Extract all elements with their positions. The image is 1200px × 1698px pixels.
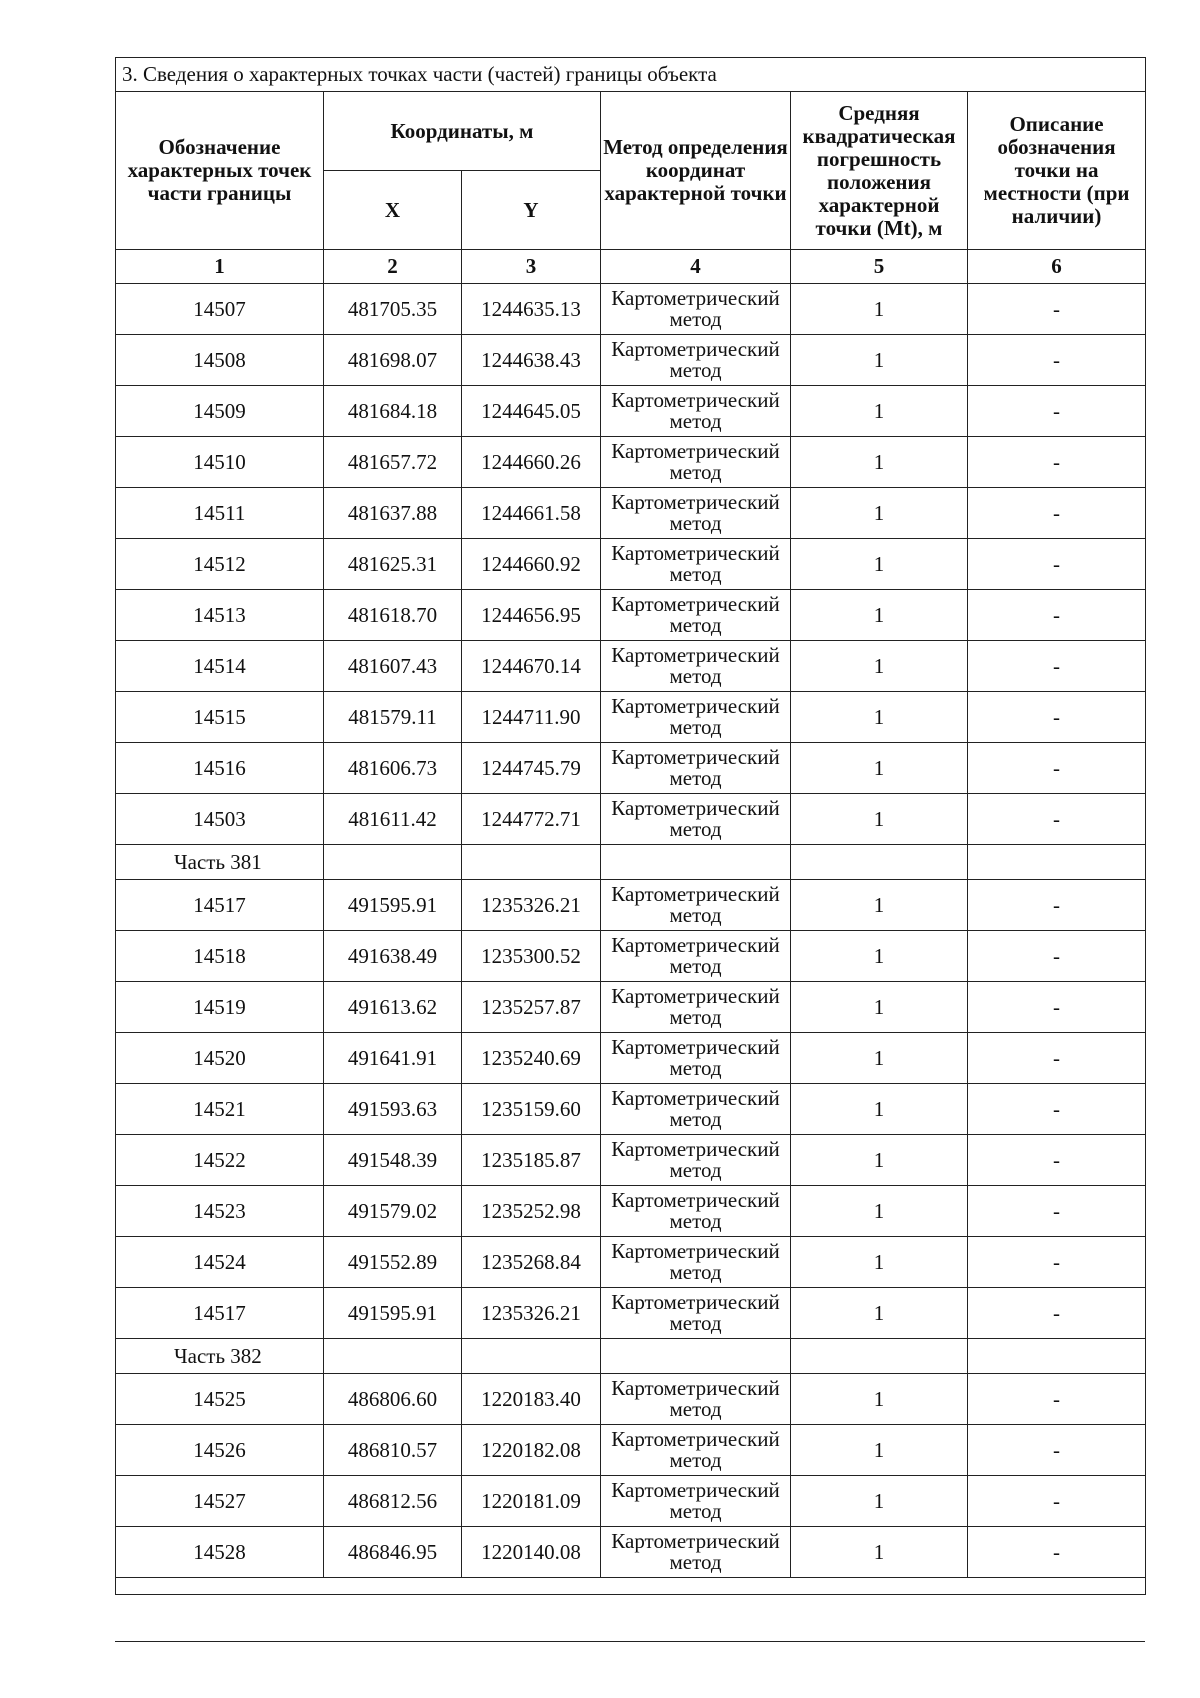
method-cell: Картометрический метод xyxy=(601,1033,791,1084)
column-number: 4 xyxy=(601,250,791,284)
mean-error-cell: 1 xyxy=(791,437,968,488)
table-body xyxy=(116,284,1146,1578)
table-row xyxy=(116,743,1146,794)
method-cell: Картометрический метод xyxy=(601,1476,791,1527)
table-row xyxy=(116,931,1146,982)
mean-error-cell: 1 xyxy=(791,692,968,743)
y-coordinate-cell: 1220182.08 xyxy=(462,1425,601,1476)
mean-error-cell: 1 xyxy=(791,1186,968,1237)
y-coordinate-cell: 1235252.98 xyxy=(462,1186,601,1237)
mean-error-cell: 1 xyxy=(791,1033,968,1084)
table-row xyxy=(116,1425,1146,1476)
point-id-cell: 14514 xyxy=(116,641,324,692)
table-row xyxy=(116,1527,1146,1578)
y-coordinate-cell: 1244745.79 xyxy=(462,743,601,794)
point-id-cell: 14527 xyxy=(116,1476,324,1527)
mean-error-cell: 1 xyxy=(791,335,968,386)
header-method: Метод определения координат характерной точки xyxy=(601,92,791,250)
point-id-cell: 14517 xyxy=(116,1288,324,1339)
y-coordinate-cell: 1244660.26 xyxy=(462,437,601,488)
x-coordinate-cell: 481637.88 xyxy=(324,488,462,539)
x-coordinate-cell: 491641.91 xyxy=(324,1033,462,1084)
table-row xyxy=(116,590,1146,641)
table-row xyxy=(116,1033,1146,1084)
x-coordinate-cell: 481698.07 xyxy=(324,335,462,386)
mean-error-cell: 1 xyxy=(791,743,968,794)
header-row-main xyxy=(116,92,1146,171)
y-coordinate-cell: 1235257.87 xyxy=(462,982,601,1033)
mean-error-cell: 1 xyxy=(791,386,968,437)
table-row xyxy=(116,982,1146,1033)
part-label: Часть 381 xyxy=(116,845,324,880)
mean-error-cell: 1 xyxy=(791,1084,968,1135)
y-coordinate-cell: 1244645.05 xyxy=(462,386,601,437)
y-coordinate-cell: 1235300.52 xyxy=(462,931,601,982)
point-id-cell: 14520 xyxy=(116,1033,324,1084)
x-coordinate-cell: 491552.89 xyxy=(324,1237,462,1288)
empty-cell xyxy=(791,845,968,880)
header-y: Y xyxy=(462,171,601,250)
x-coordinate-cell: 481625.31 xyxy=(324,539,462,590)
point-id-cell: 14508 xyxy=(116,335,324,386)
description-cell: - xyxy=(968,488,1146,539)
y-coordinate-cell: 1235326.21 xyxy=(462,1288,601,1339)
x-coordinate-cell: 491595.91 xyxy=(324,1288,462,1339)
x-coordinate-cell: 481607.43 xyxy=(324,641,462,692)
mean-error-cell: 1 xyxy=(791,1425,968,1476)
mean-error-cell: 1 xyxy=(791,982,968,1033)
header-description: Описание обозначения точки на местности (при наличии) xyxy=(968,92,1146,250)
table-end-row xyxy=(116,1578,1146,1595)
description-cell: - xyxy=(968,590,1146,641)
method-cell: Картометрический метод xyxy=(601,1237,791,1288)
boundary-points-table xyxy=(115,57,1146,1595)
mean-error-cell: 1 xyxy=(791,1476,968,1527)
description-cell: - xyxy=(968,1237,1146,1288)
x-coordinate-cell: 491595.91 xyxy=(324,880,462,931)
point-id-cell: 14524 xyxy=(116,1237,324,1288)
mean-error-cell: 1 xyxy=(791,590,968,641)
y-coordinate-cell: 1220183.40 xyxy=(462,1374,601,1425)
footer-rule xyxy=(115,1641,1145,1642)
point-id-cell: 14522 xyxy=(116,1135,324,1186)
empty-cell xyxy=(968,845,1146,880)
x-coordinate-cell: 481618.70 xyxy=(324,590,462,641)
x-coordinate-cell: 481657.72 xyxy=(324,437,462,488)
point-id-cell: 14512 xyxy=(116,539,324,590)
column-number-row xyxy=(116,250,1146,284)
point-id-cell: 14528 xyxy=(116,1527,324,1578)
table-row xyxy=(116,1237,1146,1288)
column-number: 6 xyxy=(968,250,1146,284)
table-row xyxy=(116,386,1146,437)
point-id-cell: 14517 xyxy=(116,880,324,931)
table-row xyxy=(116,692,1146,743)
mean-error-cell: 1 xyxy=(791,1135,968,1186)
header-point-designation: Обозначение характерных точек части границы xyxy=(116,92,324,250)
y-coordinate-cell: 1235185.87 xyxy=(462,1135,601,1186)
y-coordinate-cell: 1235240.69 xyxy=(462,1033,601,1084)
method-cell: Картометрический метод xyxy=(601,1135,791,1186)
method-cell: Картометрический метод xyxy=(601,539,791,590)
y-coordinate-cell: 1244772.71 xyxy=(462,794,601,845)
description-cell: - xyxy=(968,692,1146,743)
y-coordinate-cell: 1220181.09 xyxy=(462,1476,601,1527)
x-coordinate-cell: 491548.39 xyxy=(324,1135,462,1186)
description-cell: - xyxy=(968,335,1146,386)
empty-cell xyxy=(601,845,791,880)
method-cell: Картометрический метод xyxy=(601,488,791,539)
method-cell: Картометрический метод xyxy=(601,982,791,1033)
description-cell: - xyxy=(968,1033,1146,1084)
point-id-cell: 14515 xyxy=(116,692,324,743)
x-coordinate-cell: 491579.02 xyxy=(324,1186,462,1237)
y-coordinate-cell: 1244635.13 xyxy=(462,284,601,335)
part-header-row xyxy=(116,845,1146,880)
table-row xyxy=(116,1135,1146,1186)
table-row xyxy=(116,1476,1146,1527)
mean-error-cell: 1 xyxy=(791,931,968,982)
point-id-cell: 14503 xyxy=(116,794,324,845)
table-row xyxy=(116,1374,1146,1425)
method-cell: Картометрический метод xyxy=(601,692,791,743)
method-cell: Картометрический метод xyxy=(601,1084,791,1135)
x-coordinate-cell: 481684.18 xyxy=(324,386,462,437)
x-coordinate-cell: 491638.49 xyxy=(324,931,462,982)
header-x: X xyxy=(324,171,462,250)
x-coordinate-cell: 481611.42 xyxy=(324,794,462,845)
mean-error-cell: 1 xyxy=(791,1288,968,1339)
point-id-cell: 14525 xyxy=(116,1374,324,1425)
y-coordinate-cell: 1244660.92 xyxy=(462,539,601,590)
empty-cell xyxy=(791,1339,968,1374)
method-cell: Картометрический метод xyxy=(601,1527,791,1578)
method-cell: Картометрический метод xyxy=(601,1288,791,1339)
description-cell: - xyxy=(968,1425,1146,1476)
x-coordinate-cell: 486846.95 xyxy=(324,1527,462,1578)
table-row xyxy=(116,539,1146,590)
y-coordinate-cell: 1235326.21 xyxy=(462,880,601,931)
description-cell: - xyxy=(968,1084,1146,1135)
y-coordinate-cell: 1244661.58 xyxy=(462,488,601,539)
mean-error-cell: 1 xyxy=(791,641,968,692)
method-cell: Картометрический метод xyxy=(601,590,791,641)
method-cell: Картометрический метод xyxy=(601,437,791,488)
mean-error-cell: 1 xyxy=(791,488,968,539)
description-cell: - xyxy=(968,880,1146,931)
table-row xyxy=(116,880,1146,931)
point-id-cell: 14507 xyxy=(116,284,324,335)
description-cell: - xyxy=(968,437,1146,488)
mean-error-cell: 1 xyxy=(791,880,968,931)
y-coordinate-cell: 1244711.90 xyxy=(462,692,601,743)
method-cell: Картометрический метод xyxy=(601,1186,791,1237)
point-id-cell: 14526 xyxy=(116,1425,324,1476)
y-coordinate-cell: 1244638.43 xyxy=(462,335,601,386)
description-cell: - xyxy=(968,794,1146,845)
empty-cell xyxy=(968,1339,1146,1374)
section-title-row xyxy=(116,58,1146,92)
table-row xyxy=(116,1084,1146,1135)
empty-cell xyxy=(324,1339,462,1374)
column-number: 5 xyxy=(791,250,968,284)
column-number: 2 xyxy=(324,250,462,284)
method-cell: Картометрический метод xyxy=(601,931,791,982)
x-coordinate-cell: 491613.62 xyxy=(324,982,462,1033)
table-row xyxy=(116,1186,1146,1237)
method-cell: Картометрический метод xyxy=(601,743,791,794)
point-id-cell: 14523 xyxy=(116,1186,324,1237)
y-coordinate-cell: 1235268.84 xyxy=(462,1237,601,1288)
mean-error-cell: 1 xyxy=(791,794,968,845)
x-coordinate-cell: 481606.73 xyxy=(324,743,462,794)
method-cell: Картометрический метод xyxy=(601,641,791,692)
method-cell: Картометрический метод xyxy=(601,386,791,437)
table-row xyxy=(116,284,1146,335)
empty-cell xyxy=(324,845,462,880)
description-cell: - xyxy=(968,1527,1146,1578)
mean-error-cell: 1 xyxy=(791,1527,968,1578)
mean-error-cell: 1 xyxy=(791,539,968,590)
description-cell: - xyxy=(968,982,1146,1033)
y-coordinate-cell: 1244656.95 xyxy=(462,590,601,641)
point-id-cell: 14521 xyxy=(116,1084,324,1135)
x-coordinate-cell: 491593.63 xyxy=(324,1084,462,1135)
point-id-cell: 14513 xyxy=(116,590,324,641)
description-cell: - xyxy=(968,386,1146,437)
empty-cell xyxy=(601,1339,791,1374)
table-row xyxy=(116,488,1146,539)
table-end-cell xyxy=(116,1578,1146,1595)
column-number: 3 xyxy=(462,250,601,284)
point-id-cell: 14516 xyxy=(116,743,324,794)
description-cell: - xyxy=(968,1186,1146,1237)
x-coordinate-cell: 481705.35 xyxy=(324,284,462,335)
x-coordinate-cell: 481579.11 xyxy=(324,692,462,743)
table-row xyxy=(116,1288,1146,1339)
description-cell: - xyxy=(968,743,1146,794)
description-cell: - xyxy=(968,1288,1146,1339)
point-id-cell: 14510 xyxy=(116,437,324,488)
empty-cell xyxy=(462,1339,601,1374)
table-row xyxy=(116,794,1146,845)
method-cell: Картометрический метод xyxy=(601,794,791,845)
y-coordinate-cell: 1244670.14 xyxy=(462,641,601,692)
table-row xyxy=(116,437,1146,488)
description-cell: - xyxy=(968,931,1146,982)
point-id-cell: 14518 xyxy=(116,931,324,982)
table-row xyxy=(116,335,1146,386)
x-coordinate-cell: 486812.56 xyxy=(324,1476,462,1527)
method-cell: Картометрический метод xyxy=(601,284,791,335)
x-coordinate-cell: 486806.60 xyxy=(324,1374,462,1425)
method-cell: Картометрический метод xyxy=(601,1425,791,1476)
column-number: 1 xyxy=(116,250,324,284)
table-row xyxy=(116,641,1146,692)
header-coordinates: Координаты, м xyxy=(324,92,601,171)
header-mean-error: Средняя квадратическая погрешность положения характерной точки (Mt), м xyxy=(791,92,968,250)
mean-error-cell: 1 xyxy=(791,1237,968,1288)
point-id-cell: 14509 xyxy=(116,386,324,437)
method-cell: Картометрический метод xyxy=(601,880,791,931)
y-coordinate-cell: 1235159.60 xyxy=(462,1084,601,1135)
description-cell: - xyxy=(968,539,1146,590)
description-cell: - xyxy=(968,641,1146,692)
y-coordinate-cell: 1220140.08 xyxy=(462,1527,601,1578)
document-sheet xyxy=(115,57,1145,1595)
point-id-cell: 14519 xyxy=(116,982,324,1033)
point-id-cell: 14511 xyxy=(116,488,324,539)
description-cell: - xyxy=(968,1135,1146,1186)
description-cell: - xyxy=(968,284,1146,335)
section-title: 3. Сведения о характерных точках части (частей) границы объекта xyxy=(116,58,1146,92)
mean-error-cell: 1 xyxy=(791,1374,968,1425)
part-header-row xyxy=(116,1339,1146,1374)
method-cell: Картометрический метод xyxy=(601,1374,791,1425)
description-cell: - xyxy=(968,1374,1146,1425)
empty-cell xyxy=(462,845,601,880)
part-label: Часть 382 xyxy=(116,1339,324,1374)
x-coordinate-cell: 486810.57 xyxy=(324,1425,462,1476)
description-cell: - xyxy=(968,1476,1146,1527)
mean-error-cell: 1 xyxy=(791,284,968,335)
method-cell: Картометрический метод xyxy=(601,335,791,386)
